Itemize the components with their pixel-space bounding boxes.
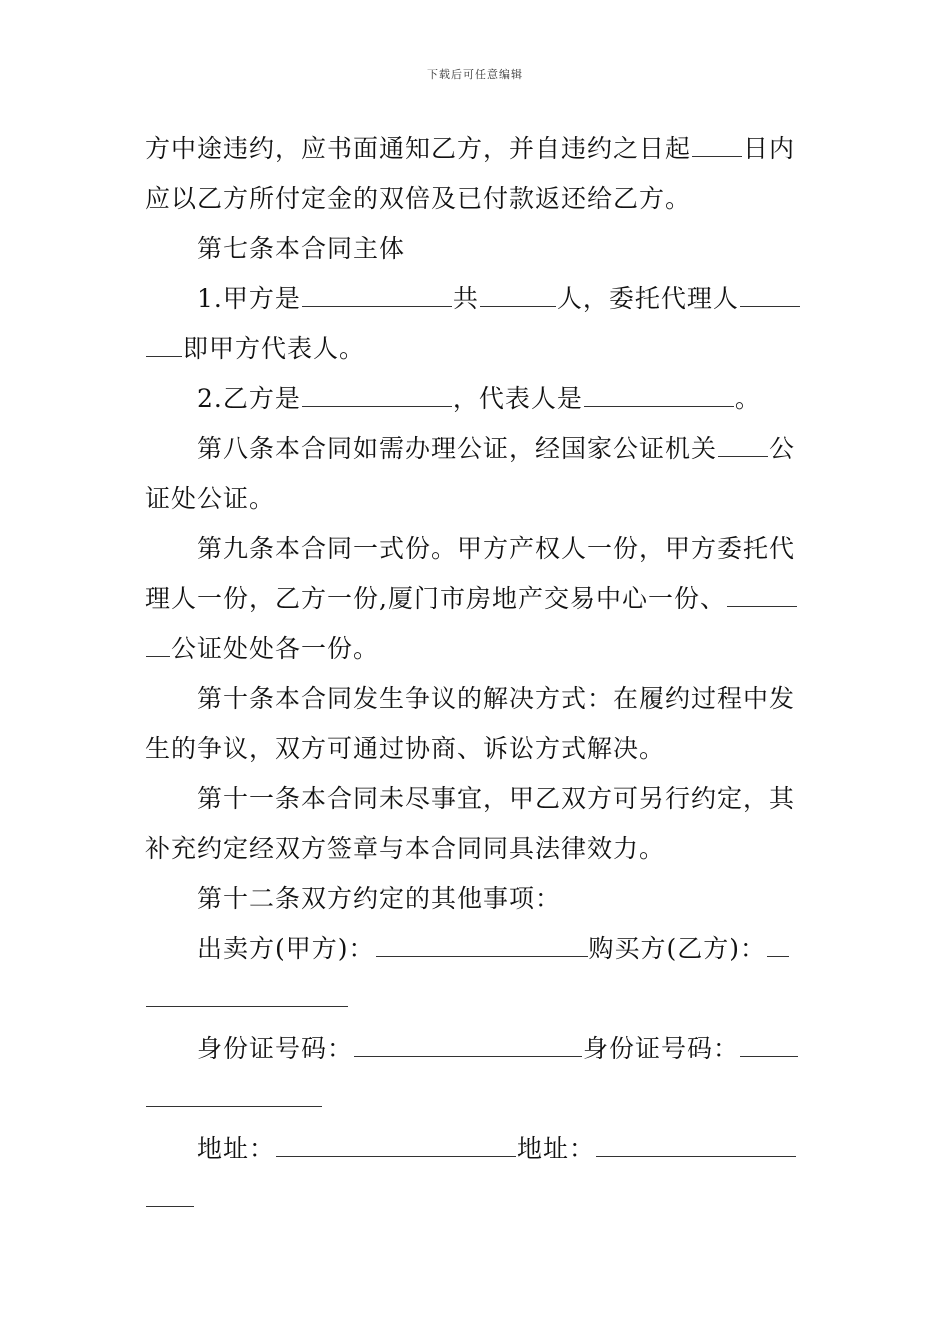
- fill-blank: [596, 1134, 796, 1157]
- line-text: 1.甲方是: [197, 284, 301, 313]
- fill-blank: [727, 584, 797, 607]
- fill-blank: [146, 1184, 194, 1207]
- line-text: 公: [769, 434, 796, 463]
- fill-blank: [692, 134, 742, 157]
- paragraph-line: [197, 434, 810, 464]
- line-text: 2.乙方是: [197, 384, 301, 413]
- line-text: 人，委托代理人: [556, 284, 739, 313]
- paragraph-line: 第九条本合同一式份。甲方产权人一份，甲方委托代: [197, 534, 796, 563]
- paragraph-line: 第十条本合同发生争议的解决方式：在履约过程中发: [197, 684, 796, 713]
- line-text: 。: [734, 384, 761, 413]
- id-number-line: [197, 1034, 810, 1064]
- line-text: 身份证号码：: [583, 1034, 740, 1063]
- line-text: 地址：: [517, 1134, 596, 1163]
- paragraph-line: 第十一条本合同未尽事宜，甲乙双方可另行约定，其: [197, 784, 796, 813]
- paragraph-line: [145, 334, 810, 364]
- line-text: 购买方(乙方)：: [588, 934, 767, 963]
- fill-blank: [718, 434, 768, 457]
- line-text: 身份证号码：: [197, 1034, 354, 1063]
- paragraph-line: 应以乙方所付定金的双倍及已付款返还给乙方。: [145, 184, 692, 213]
- paragraph-line: [145, 634, 810, 664]
- fill-blank: [146, 984, 348, 1007]
- paragraph-line: 证处公证。: [145, 484, 276, 513]
- signature-line-continuation: [145, 984, 810, 1014]
- line-text: 理人一份，乙方一份,厦门市房地产交易中心一份、: [145, 584, 726, 613]
- paragraph-line: 补充约定经双方签章与本合同同具法律效力。: [145, 834, 666, 863]
- fill-blank: [302, 284, 452, 307]
- signature-line-seller: [197, 934, 810, 964]
- fill-blank: [740, 284, 800, 307]
- page-header-note: 下载后可任意编辑: [427, 68, 523, 81]
- address-line: [197, 1134, 810, 1164]
- paragraph-line: [197, 384, 810, 414]
- fill-blank: [276, 1134, 516, 1157]
- fill-blank: [146, 334, 182, 357]
- line-text: 方中途违约，应书面通知乙方，并自违约之日起: [145, 134, 692, 163]
- fill-blank: [376, 934, 588, 957]
- paragraph-line: 生的争议，双方可通过协商、诉讼方式解决。: [145, 734, 666, 763]
- fill-blank: [146, 1084, 322, 1107]
- line-text: 出卖方(甲方)：: [197, 934, 375, 963]
- id-number-continuation: [145, 1084, 810, 1114]
- fill-blank: [480, 284, 556, 307]
- fill-blank: [146, 634, 170, 657]
- paragraph-line: [145, 584, 810, 614]
- line-text: 第八条本合同如需办理公证，经国家公证机关: [197, 434, 718, 463]
- line-text: ，代表人是: [452, 384, 583, 413]
- paragraph-line: [197, 284, 810, 314]
- article-heading: 第七条本合同主体: [197, 234, 406, 263]
- fill-blank: [584, 384, 734, 407]
- paragraph-line: [145, 134, 810, 164]
- article-heading: 第十二条双方约定的其他事项：: [197, 884, 562, 913]
- line-text: 即甲方代表人。: [183, 334, 366, 363]
- line-text: 日内: [743, 134, 796, 163]
- fill-blank: [767, 934, 789, 957]
- fill-blank: [354, 1034, 582, 1057]
- line-text: 公证处处各一份。: [171, 634, 380, 663]
- address-continuation: [145, 1184, 810, 1214]
- fill-blank: [302, 384, 452, 407]
- fill-blank: [740, 1034, 798, 1057]
- line-text: 共: [452, 284, 479, 313]
- line-text: 地址：: [197, 1134, 276, 1163]
